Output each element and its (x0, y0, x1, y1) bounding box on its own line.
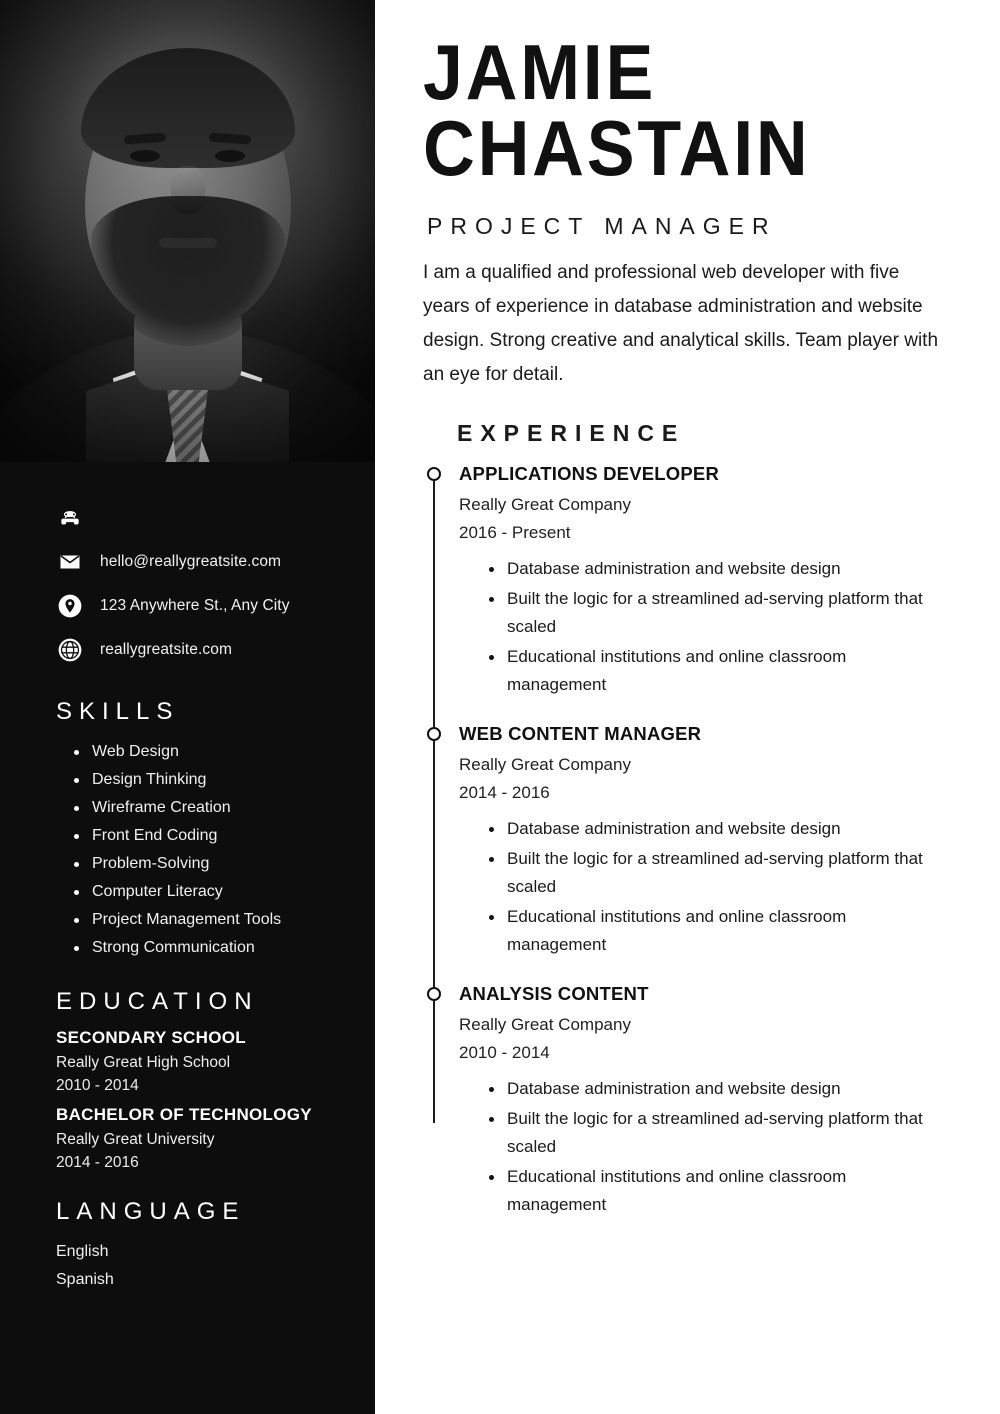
education-degree: SECONDARY SCHOOL (56, 1028, 246, 1047)
experience-duties (485, 815, 944, 959)
list-item: Built the logic for a streamlined ad-serving platform that scaled (485, 845, 944, 901)
language-item: English (56, 1243, 109, 1260)
experience-heading: EXPERIENCE (457, 419, 686, 446)
experience-duties (485, 1075, 944, 1219)
list-item: Database administration and website design (485, 555, 944, 583)
list-item: Database administration and website design (485, 815, 944, 843)
experience-item (459, 463, 944, 699)
list-item: Database administration and website design (485, 1075, 944, 1103)
contact-item-email[interactable] (56, 540, 341, 584)
contact-text-address: 123 Anywhere St., Any City (100, 597, 290, 614)
last-name: CHASTAIN (423, 104, 811, 193)
skills-heading: SKILLS (56, 698, 180, 725)
experience-title: WEB CONTENT MANAGER (459, 722, 702, 744)
main-content (375, 0, 1000, 1414)
list-item: Design Thinking (70, 766, 341, 794)
photo-vignette (0, 0, 375, 462)
timeline-dot-icon (427, 727, 441, 741)
location-icon (56, 592, 84, 620)
education-dates: 2014 - 2016 (56, 1154, 139, 1171)
contact-text-website: reallygreatsite.com (100, 641, 232, 658)
list-item: Web Design (70, 738, 341, 766)
language-item: Spanish (56, 1271, 114, 1288)
contact-item-phone (56, 496, 341, 540)
profile-photo (0, 0, 375, 462)
education-heading: EDUCATION (56, 988, 259, 1015)
experience-item (459, 983, 944, 1219)
experience-timeline (423, 463, 944, 1219)
list-item: Wireframe Creation (70, 794, 341, 822)
timeline-dot-icon (427, 467, 441, 481)
page-title (423, 28, 902, 193)
experience-dates: 2016 - Present (459, 522, 571, 542)
timeline-line (433, 477, 435, 1123)
experience-title: APPLICATIONS DEVELOPER (459, 462, 720, 484)
education-degree: BACHELOR OF TECHNOLOGY (56, 1105, 312, 1124)
experience-company: Really Great Company (459, 754, 631, 774)
list-item: Built the logic for a streamlined ad-serving platform that scaled (485, 585, 944, 641)
education-item (56, 1028, 341, 1095)
list-item: Project Management Tools (70, 906, 341, 934)
education-school: Really Great High School (56, 1054, 231, 1071)
list-item: Built the logic for a streamlined ad-serving platform that scaled (485, 1105, 944, 1161)
timeline-dot-icon (427, 987, 441, 1001)
contact-list (56, 496, 341, 672)
experience-dates: 2010 - 2014 (459, 1042, 550, 1062)
education-school: Really Great University (56, 1131, 215, 1148)
first-name: JAMIE (423, 28, 657, 116)
experience-item (459, 723, 944, 959)
list-item: Strong Communication (70, 934, 341, 962)
skills-list (70, 738, 341, 962)
language-heading: LANGUAGE (56, 1198, 246, 1225)
job-role: PROJECT MANAGER (427, 212, 777, 239)
profile-summary: I am a qualified and professional web developer with five years of experience in database administration and website design. Strong creative and analytical skills. Team player with an eye for detail. (423, 261, 939, 385)
education-item (56, 1105, 341, 1172)
sidebar (0, 0, 375, 1414)
list-item: Educational institutions and online classroom management (485, 1163, 944, 1219)
list-item: Front End Coding (70, 822, 341, 850)
contact-item-address (56, 584, 341, 628)
contact-item-website[interactable] (56, 628, 341, 672)
experience-dates: 2014 - 2016 (459, 782, 550, 802)
experience-company: Really Great Company (459, 494, 631, 514)
sidebar-body (0, 462, 375, 1294)
list-item: Problem-Solving (70, 850, 341, 878)
list-item: Educational institutions and online classroom management (485, 903, 944, 959)
globe-icon (56, 636, 84, 664)
experience-company: Really Great Company (459, 1014, 631, 1034)
phone-icon (56, 504, 84, 532)
experience-duties (485, 555, 944, 699)
email-icon (56, 548, 84, 576)
list-item: Computer Literacy (70, 878, 341, 906)
contact-text-email: hello@reallygreatsite.com (100, 553, 282, 570)
education-dates: 2010 - 2014 (56, 1077, 139, 1094)
list-item: Educational institutions and online classroom management (485, 643, 944, 699)
experience-title: ANALYSIS CONTENT (459, 982, 649, 1004)
